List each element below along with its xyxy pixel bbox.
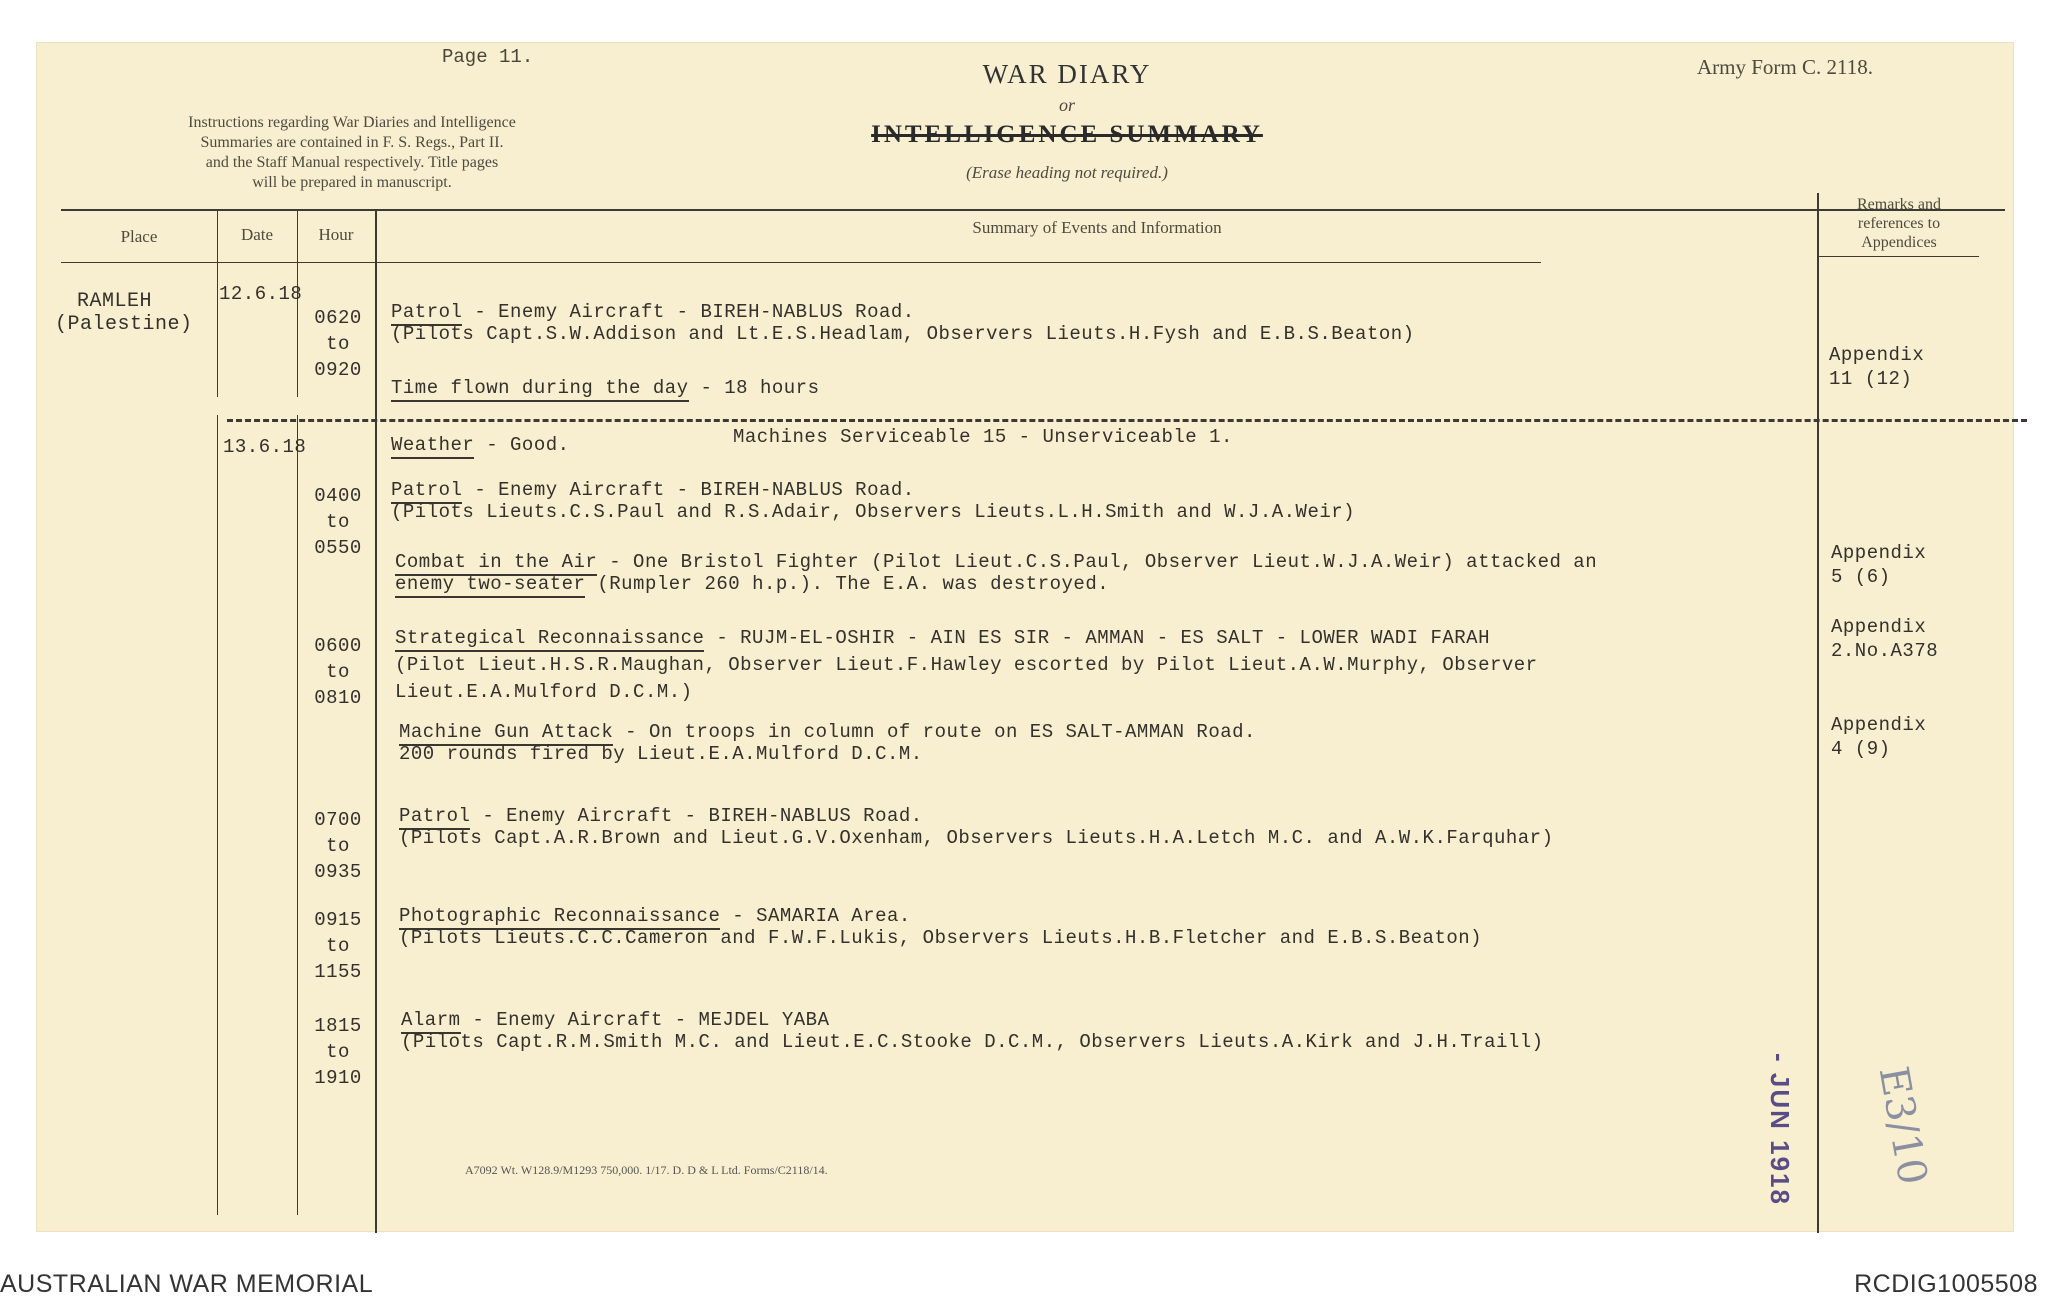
hour-range (313, 907, 363, 985)
entry-label: Strategical Reconnaissance (395, 627, 704, 652)
hour-to: to (326, 333, 350, 355)
date-stamp: - JUN 1918 (1765, 1053, 1795, 1206)
hour-end: 0550 (314, 537, 362, 559)
hour-end: 0810 (314, 687, 362, 709)
diary-sheet (36, 42, 2014, 1232)
entry-machines: Machines Serviceable 15 - Unserviceable 1. (733, 426, 1233, 448)
entry-crew: Lieut.E.A.Mulford D.C.M.) (395, 681, 693, 703)
remark-line: Appendix (1831, 616, 1927, 638)
entry-label: Patrol (391, 301, 462, 326)
remark-line: Appendix (1831, 542, 1927, 564)
printer-line: A7092 Wt. W128.9/M1293 750,000. 1/17. D. D & L Ltd. Forms/C2118/14. (465, 1163, 828, 1177)
entry-label: Patrol (399, 805, 470, 830)
remark-line: 5 (6) (1831, 566, 1891, 588)
col-divider-summary (1817, 193, 1819, 1233)
remark-appendix (1831, 541, 1926, 589)
date-13-6-18: 13.6.18 (223, 436, 307, 458)
remark-appendix (1829, 343, 1924, 391)
hour-to: to (326, 511, 350, 533)
instructions-line: Instructions regarding War Diaries and Intelligence (188, 114, 516, 131)
col-header-date: Date (240, 225, 274, 244)
hour-to: to (326, 661, 350, 683)
hour-start: 0400 (314, 485, 362, 507)
day-separator (227, 419, 2027, 422)
place-region: (Palestine) (55, 313, 193, 336)
entry-text: - Good. (474, 434, 570, 456)
entry-text: - Enemy Aircraft - MEJDEL YABA (460, 1009, 830, 1031)
hour-start: 0620 (314, 307, 362, 329)
entry-text: - Enemy Aircraft - BIREH-NABLUS Road. (462, 479, 915, 501)
hour-end: 1155 (314, 961, 362, 983)
entry-sublabel: enemy two-seater (395, 573, 585, 598)
pencil-note: E3/10 (1869, 1063, 1936, 1189)
remark-line: Appendix (1829, 344, 1925, 366)
hour-end: 0935 (314, 861, 362, 883)
entry-label: Time flown during the day (391, 377, 689, 402)
entry-text: - 18 hours (688, 377, 820, 399)
entry-crew: (Pilots Lieuts.C.C.Cameron and F.W.F.Lukis, Observers Lieuts.H.B.Fletcher and E.B.S.Beaton) (399, 927, 1483, 949)
entry-label: Weather (391, 434, 474, 459)
struck-heading: INTELLIGENCE SUMMARY (871, 121, 1263, 148)
remark-line: 2.No.A378 (1831, 640, 1939, 662)
hour-start: 0915 (314, 909, 362, 931)
remarks-header-line: Remarks and (1857, 196, 1941, 213)
col-divider-place-b (217, 415, 218, 1215)
col-header-place: Place (120, 227, 158, 246)
remarks-header-rule (1817, 256, 1979, 257)
date-12-6-18: 12.6.18 (219, 283, 303, 305)
entry-patrol-13-6-a (391, 479, 1355, 523)
form-title: WAR DIARY (982, 59, 1152, 89)
instructions-line: will be prepared in manuscript. (252, 174, 452, 191)
hour-range (313, 807, 363, 885)
form-or: or (1058, 95, 1075, 115)
hour-range (313, 305, 363, 383)
entry-crew: (Pilots Capt.A.R.Brown and Lieut.G.V.Oxenham, Observers Lieuts.H.A.Letch M.C. and A.W.K.Farquhar) (399, 827, 1554, 849)
footer-record-id: RCDIG1005508 (1854, 1270, 2038, 1298)
entry-crew: (Pilots Lieuts.C.S.Paul and R.S.Adair, Observers Lieuts.L.H.Smith and W.J.A.Weir) (391, 501, 1356, 523)
col-header-remarks (1819, 195, 1979, 252)
instructions (107, 113, 597, 193)
entry-label: Patrol (391, 479, 462, 504)
entry-machine-gun-attack (399, 721, 1256, 765)
remark-appendix (1831, 713, 1926, 761)
entry-detail: 200 rounds fired by Lieut.E.A.Mulford D.C.M. (399, 743, 923, 765)
footer-institution: AUSTRALIAN WAR MEMORIAL (0, 1270, 374, 1298)
col-divider-hour (375, 209, 377, 1233)
table-top-rule (61, 209, 2005, 211)
erase-note: (Erase heading not required.) (966, 163, 1168, 182)
hour-to: to (326, 1041, 350, 1063)
remarks-header-line: references to (1857, 215, 1941, 232)
entry-time-flown (391, 377, 819, 399)
col-header-summary: Summary of Events and Information (972, 218, 1222, 237)
entry-text: - RUJM-EL-OSHIR - AIN ES SIR - AMMAN - ES SALT - LOWER WADI FARAH (704, 627, 1490, 649)
entry-text: - Enemy Aircraft - BIREH-NABLUS Road. (462, 301, 915, 323)
place-name: RAMLEH (77, 290, 153, 313)
entry-label: Machine Gun Attack (399, 721, 613, 746)
entry-crew: (Pilot Lieut.H.S.R.Maughan, Observer Lieut.F.Hawley escorted by Pilot Lieut.A.W.Murphy, Observer (395, 654, 1538, 676)
header-bottom-rule (61, 262, 1541, 263)
entry-crew: (Pilots Capt.S.W.Addison and Lt.E.S.Headlam, Observers Lieuts.H.Fysh and E.B.S.Beaton) (391, 323, 1415, 345)
entry-label: Photographic Reconnaissance (399, 905, 720, 930)
page-number: Page 11. (442, 46, 534, 68)
col-divider-date-b (297, 415, 298, 1215)
entry-text: (Rumpler 260 h.p.). The E.A. was destroyed. (585, 573, 1110, 595)
hour-start: 0700 (314, 809, 362, 831)
entry-text: - SAMARIA Area. (720, 905, 911, 927)
remark-appendix (1831, 615, 1938, 663)
entry-text: - On troops in column of route on ES SALT-AMMAN Road. (613, 721, 1256, 743)
entry-patrol-12-6 (391, 301, 1415, 345)
entry-alarm (401, 1009, 1544, 1053)
remark-line: Appendix (1831, 714, 1927, 736)
entry-label: Alarm (401, 1009, 461, 1034)
hour-range (313, 483, 363, 561)
entry-patrol-13-6-b (399, 805, 1553, 849)
army-form: Army Form C. 2118. (1697, 55, 1873, 79)
entry-crew: (Pilots Capt.R.M.Smith M.C. and Lieut.E.C.Stooke D.C.M., Observers Lieuts.A.Kirk and J.H.Traill) (401, 1031, 1544, 1053)
hour-start: 0600 (314, 635, 362, 657)
hour-start: 1815 (314, 1015, 362, 1037)
entry-combat (395, 551, 1597, 595)
instructions-line: and the Staff Manual respectively. Title pages (205, 154, 499, 171)
hour-range (313, 633, 363, 711)
remark-line: 4 (9) (1831, 738, 1891, 760)
col-header-hour: Hour (318, 225, 354, 244)
hour-to: to (326, 935, 350, 957)
hour-to: to (326, 835, 350, 857)
entry-strategical-recon (395, 625, 1538, 706)
remarks-header-line: Appendices (1861, 234, 1937, 251)
hour-range (313, 1013, 363, 1091)
hour-end: 0920 (314, 359, 362, 381)
entry-weather (391, 434, 570, 456)
entry-text: - Enemy Aircraft - BIREH-NABLUS Road. (470, 805, 923, 827)
remark-line: 11 (12) (1829, 368, 1913, 390)
entry-photo-recon (399, 905, 1482, 949)
instructions-line: Summaries are contained in F. S. Regs., Part II. (200, 134, 504, 151)
entry-text: - One Bristol Fighter (Pilot Lieut.C.S.Paul, Observer Lieut.W.J.A.Weir) attacked an (597, 551, 1598, 573)
hour-end: 1910 (314, 1067, 362, 1089)
entry-label: Combat in the Air (395, 551, 597, 576)
